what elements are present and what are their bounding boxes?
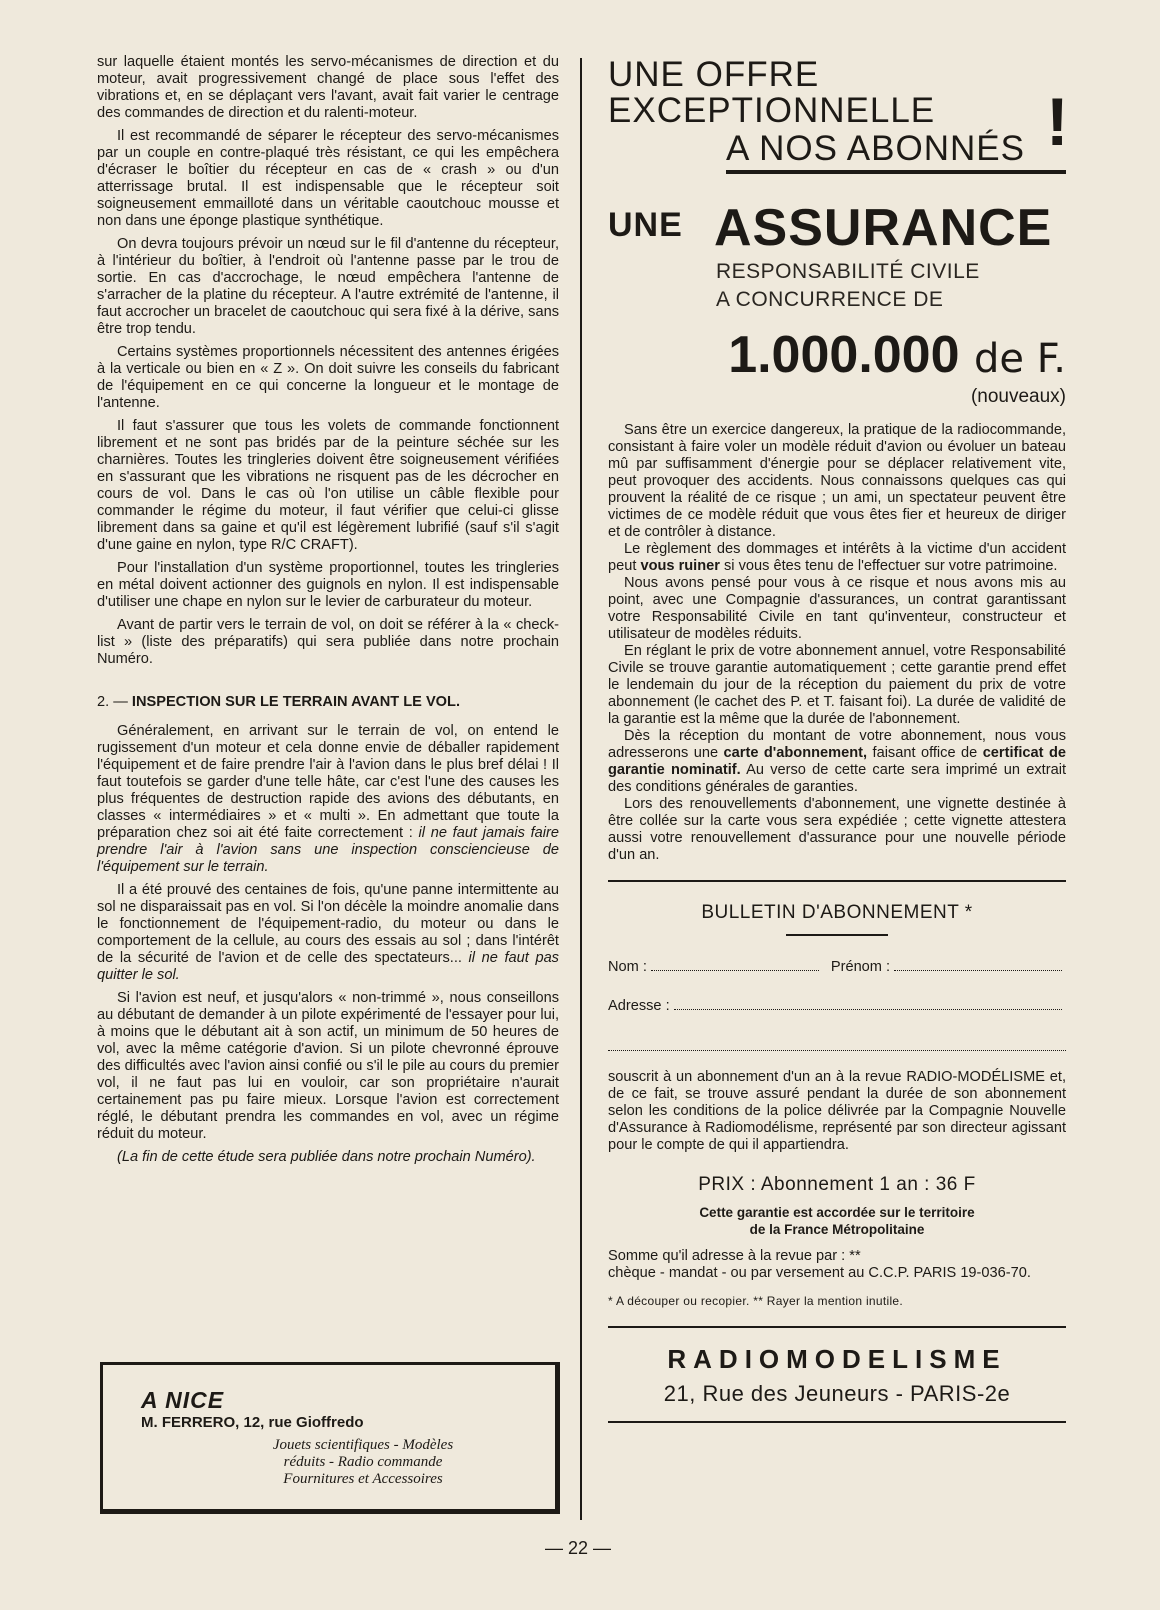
ad-products	[223, 1437, 503, 1488]
offer-paragraph	[608, 728, 1066, 796]
paragraph-bold: carte d'abonnement,	[723, 745, 868, 761]
offer-paragraph: En réglant le prix de votre abonnement annuel, votre Responsabilité Civile se trouve garantie automatiquement ; cette garantie prend effet le lendemain du jour de la réception du paiement du prix de votre abonnement (le cachet des P. et T. faisant foi). La durée de validité de la garantie est la même que la durée de l'abonnement.	[608, 643, 1066, 727]
offer-paragraph: Nous avons pensé pour vous à ce risque et nous avons mis au point, avec une Compagnie d'assurances, un contrat garantissant votre Responsabilité Civile en tant qu'inventeur, constructeur et utilisateur de modèles réduits.	[608, 575, 1066, 642]
paragraph-bold: certificat de garantie nominatif.	[608, 745, 1066, 778]
paragraph-emphasis: il ne faut jamais faire prendre l'air à l'avion sans une inspection consciencieuse de l'équipement sur le terrain.	[97, 825, 559, 875]
article-paragraph: Certains systèmes proportionnels nécessitent des antennes érigées à la verticale ou bien en « Z ». On doit suivre les conseils du fabricant de l'équipement en ce qui concerne la longueur et le montage de l'antenne.	[97, 344, 559, 411]
prenom-label: Prénom :	[830, 959, 891, 975]
page-number: — 22 —	[545, 1538, 612, 1558]
article-paragraph	[97, 882, 559, 984]
name-row	[608, 958, 1066, 975]
article-paragraph: sur laquelle étaient montés les servo-mécanismes de direction et du moteur, avait progressivement changé de place sous l'effet des vibrations et, en se déplaçant vers l'avant, avait fait varier le centrage des commandes de direction et du ralenti-moteur.	[97, 54, 559, 121]
publisher-name: RADIOMODELISME	[667, 1344, 1007, 1374]
article-paragraph: Avant de partir vers le terrain de vol, on doit se référer à la « check-list » (liste des préparatifs) qui sera publiée dans notre prochain Numéro.	[97, 617, 559, 667]
assurance-word: ASSURANCE	[714, 199, 1053, 257]
insurance-offer-column	[608, 52, 1070, 1423]
payment-line: chèque - mandat - ou par versement au C.C.P. PARIS 19-036-70.	[608, 1265, 1031, 1281]
form-footnotes: * A découper ou recopier. ** Rayer la mention inutile.	[608, 1294, 904, 1308]
adresse-label: Adresse :	[608, 998, 670, 1014]
article-paragraph: Pour l'installation d'un système proportionnel, toutes les tringleries en métal doivent actionner des guignols en nylon. Il est indispensable d'utiliser une chape en nylon sur le levier de carburateur du moteur.	[97, 560, 559, 610]
section-number: 2. —	[97, 694, 128, 710]
address-row	[608, 997, 1066, 1014]
paragraph-text: Généralement, en arrivant sur le terrain de vol, on entend le rugissement d'un moteur et cela donne envie de déballer rapidement l'équipement et de faire prendre l'air à l'avion dans le plus bref délai ! Il faut toutefois se garder d'une telle hâte, car c'est l'une des causes les plus fréquentes de destruction rapide des avions des débutants, en classes « intermédiaires » et « multi ». En admettant que toute la préparation chez soi ait été faite correctement :	[97, 723, 559, 841]
amount-unit: de F.	[973, 336, 1066, 382]
paragraph-text: Le règlement des dommages et intérêts à la victime d'un accident peut	[608, 541, 1066, 574]
offer-line: EXCEPTIONNELLE	[608, 91, 936, 130]
section-rule	[608, 880, 1066, 882]
publisher-address: 21, Rue des Jeuneurs - PARIS-2e	[663, 1381, 1011, 1406]
payment-line: Somme qu'il adresse à la revue par : **	[608, 1248, 861, 1264]
ad-title: A NICE	[141, 1387, 225, 1413]
article-paragraph: Il est recommandé de séparer le récepteur des servo-mécanismes par un couple en contre-plaqué très résistant, ce qui les empêchera d'écraser le boîtier du récepteur en cas de « crash » ou d'un atterrissage brutal. Il est indispensable que le récepteur soit soigneusement emmailloté dans un véritable caoutchouc mousse et non dans une éponge plastique synthétique.	[97, 128, 559, 229]
ad-line: Fournitures et Accessoires	[283, 1471, 443, 1487]
coverage-territory	[608, 1204, 1066, 1238]
adresse-field[interactable]	[674, 997, 1062, 1010]
paragraph-text: Il a été prouvé des centaines de fois, qu'une panne intermittente au sol ne disparaissait pas en vol. Si l'on décèle la moindre anomalie dans le fonctionnement de l'équipement-radio, du moteur ou dans le comportement de la cellule, au cours des essais au sol ; dans l'intérêt de la sécurité de l'avion et de celle des spectateurs...	[97, 882, 559, 966]
article-paragraph: On devra toujours prévoir un nœud sur le fil d'antenne du récepteur, à l'intérieur du boîtier, à l'endroit où l'antenne passe par le trou de sortie. En cas d'accrochage, le nœud empêchera l'antenne de s'arracher de la platine du récepteur. A l'autre extrémité de l'antenne, il faut accrocher un bracelet de caoutchouc qui sera fixé à la dérive, sans être trop tendu.	[97, 236, 559, 337]
section-rule	[608, 1326, 1066, 1328]
assurance-heading	[608, 198, 1066, 258]
paragraph-text: si vous êtes tenu de l'effectuer sur votre patrimoine.	[719, 558, 1058, 574]
offer-paragraph	[608, 541, 1066, 575]
payment-method	[608, 1248, 1066, 1282]
article-paragraph: Si l'avion est neuf, et jusqu'alors « non-trimmé », nous conseillons au débutant de demander à un pilote expérimenté de l'essayer pour lui, à moins que le débutant ait à son actif, un minimum de 50 heures de vol, avec la même catégorie d'avion. Si un pilote chevronné éprouve des difficultés avec l'avion ainsi confié ou s'il le pile au cours du premier vol, il ne faut pas lui en vouloir, car son propriétaire n'aurait certainement pas pu faire mieux. Lorsque l'avion est correctement réglé, le débutant prendra les commandes en vol, avec un régime réduit du moteur.	[97, 990, 560, 1142]
offer-paragraph: Lors des renouvellements d'abonnement, une vignette destinée à être collée sur la carte vous sera expédiée ; cette vignette attestera aussi votre renouvellement d'assurance pour une nouvelle période d'un an.	[608, 796, 1066, 863]
liability-line: RESPONSABILITÉ CIVILE	[716, 260, 980, 283]
paragraph-text: Dès la réception du montant de votre abonnement, nous vous adresserons une	[608, 728, 1066, 761]
headline-rule	[726, 170, 1066, 174]
offer-line: UNE OFFRE	[608, 55, 820, 94]
ad-line: Jouets scientifiques - Modèles	[272, 1437, 454, 1453]
nice-advertisement	[100, 1362, 560, 1514]
offer-body	[608, 422, 1066, 864]
section-rule	[608, 1421, 1066, 1423]
paragraph-text: faisant office de	[867, 745, 983, 761]
section-title: INSPECTION SUR LE TERRAIN AVANT LE VOL.	[131, 694, 460, 710]
amount-note: (nouveaux)	[970, 386, 1066, 407]
article-footnote	[97, 1149, 559, 1166]
subscription-form-title: BULLETIN D'ABONNEMENT *	[701, 902, 973, 923]
subscription-price: PRIX : Abonnement 1 an : 36 F	[698, 1174, 976, 1195]
article-paragraph: Il faut s'assurer que tous les volets de commande fonctionnent librement et ne sont pas bridés par de la peinture séchée sur les charnières. Toutes les tringleries doivent être soigneusement vérifiées en s'assurant que les vibrations ne risquent pas de les décrocher en cours de vol. Dans le cas où l'on utilise un câble flexible pour commander le régime du moteur, il faut vérifier que celui-ci glisse librement dans sa gaine et qu'il est légèrement lubrifié (sauf s'il s'agit d'une gaine en nylon, type R/C CRAFT).	[97, 418, 559, 553]
assurance-prefix: UNE	[608, 206, 683, 244]
exclamation-mark: !	[1046, 84, 1070, 160]
article-paragraph	[97, 723, 559, 876]
offer-line: A NOS ABONNÉS	[726, 129, 1025, 168]
nom-label: Nom :	[608, 959, 647, 975]
offer-headline	[608, 52, 1070, 170]
territory-line: Cette garantie est accordée sur le territoire	[699, 1205, 975, 1220]
paragraph-emphasis: il ne faut pas quitter le sol.	[97, 950, 559, 983]
footnote-text: (La fin de cette étude sera publiée dans notre prochain Numéro).	[117, 1149, 536, 1165]
amount-value: 1.000.000	[728, 326, 960, 384]
column-divider	[580, 58, 582, 1520]
paragraph-bold: vous ruiner	[640, 558, 720, 574]
ad-address: M. FERRERO, 12, rue Gioffredo	[141, 1414, 364, 1431]
adresse-field-line2[interactable]	[608, 1038, 1066, 1051]
prenom-field[interactable]	[894, 958, 1062, 971]
subscription-terms: souscrit à un abonnement d'un an à la revue RADIO-MODÉLISME et, de ce fait, se trouve assuré pendant la durée de son abonnement selon les conditions de la police délivrée par la Compagnie Nouvelle d'Assurance à Radiomodélisme, représenté par son directeur agissant pour le compte de qui il appartiendra.	[608, 1069, 1066, 1153]
coverage-amount	[608, 328, 1066, 386]
section-heading	[97, 694, 559, 711]
ad-line: réduits - Radio commande	[283, 1454, 443, 1470]
article-column	[97, 54, 559, 1172]
offer-paragraph: Sans être un exercice dangereux, la pratique de la radiocommande, consistant à faire voler un modèle réduit d'avion ou évoluer un bateau mû par suffisamment d'énergie pour se déplacer relativement vite, peut provoquer des accidents. Nous connaissons quelques cas qui prouvent la réalité de ce risque ; un ami, un spectateur peuvent être victimes de ce modèle réduit que vous êtes fier et heureux de diriger et de contrôler à distance.	[608, 422, 1066, 540]
paragraph-text: Au verso de cette carte sera imprimé un extrait des conditions générales de garanties.	[608, 762, 1067, 795]
liability-line: A CONCURRENCE DE	[716, 288, 944, 311]
title-underline	[786, 934, 888, 936]
nom-field[interactable]	[651, 958, 819, 971]
territory-line: de la France Métropolitaine	[749, 1222, 925, 1237]
